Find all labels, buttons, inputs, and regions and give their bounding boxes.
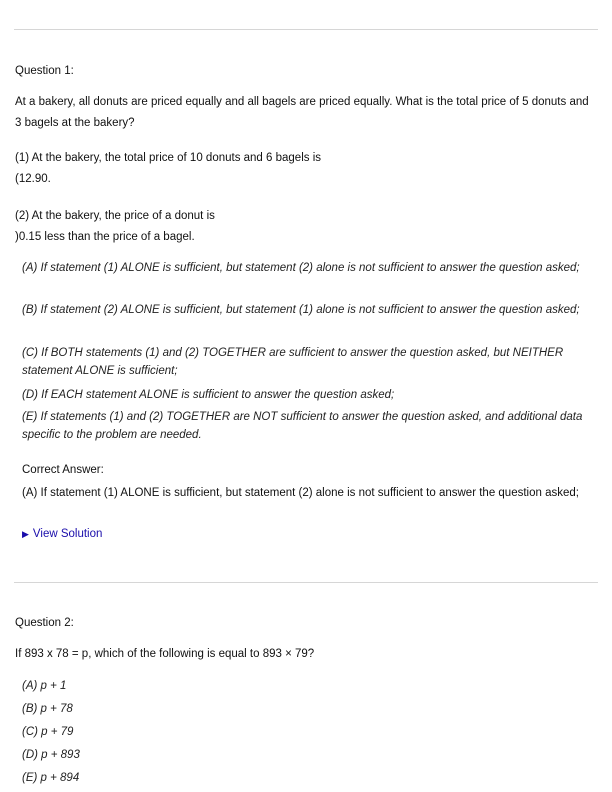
q2-option-d: (D) p + 893 xyxy=(22,749,80,761)
q2-option-a: (A) p + 1 xyxy=(22,680,67,692)
q2-option-b: (B) p + 78 xyxy=(22,703,73,715)
correct-answer-text: (A) If statement (1) ALONE is sufficient, but statement (2) alone is not sufficient to answer the question asked; xyxy=(22,487,579,499)
question-1-label: Question 1: xyxy=(15,65,74,77)
statement-2-line-1: (2) At the bakery, the price of a donut is xyxy=(15,210,215,222)
q1-option-b: (B) If statement (2) ALONE is sufficient, but statement (1) alone is not sufficient to answer the question asked; xyxy=(22,304,580,316)
question-2-stem: If 893 x 78 = p, which of the following is equal to 893 × 79? xyxy=(15,648,315,660)
view-solution-link[interactable] xyxy=(22,526,102,542)
view-solution-label: View Solution xyxy=(32,528,103,540)
divider xyxy=(14,582,598,583)
question-1-stem: At a bakery, all donuts are priced equally and all bagels are priced equally. What is the total price of 5 donuts and 3 bagels at the bakery? xyxy=(15,96,589,129)
q1-option-a: (A) If statement (1) ALONE is sufficient, but statement (2) alone is not sufficient to answer the question asked; xyxy=(22,262,580,274)
statement-2-line-2: )0.15 less than the price of a bagel. xyxy=(15,231,195,243)
divider xyxy=(14,29,598,30)
disclosure-triangle-icon: ▶ xyxy=(22,529,29,539)
q1-option-c: (C) If BOTH statements (1) and (2) TOGETHER are sufficient to answer the question asked, but NEITHER statement ALONE is sufficient; xyxy=(22,347,564,377)
q1-option-e: (E) If statements (1) and (2) TOGETHER are NOT sufficient to answer the question asked, and additional data specific to the problem are needed. xyxy=(22,411,583,441)
q1-option-d: (D) If EACH statement ALONE is sufficient to answer the question asked; xyxy=(22,389,395,401)
q2-option-e: (E) p + 894 xyxy=(22,772,80,784)
statement-1-line-1: (1) At the bakery, the total price of 10 donuts and 6 bagels is xyxy=(15,152,322,164)
statement-1-line-2: (12.90. xyxy=(15,173,51,185)
correct-answer-label: Correct Answer: xyxy=(22,464,104,476)
q2-option-c: (C) p + 79 xyxy=(22,726,74,738)
question-2-label: Question 2: xyxy=(15,617,74,629)
